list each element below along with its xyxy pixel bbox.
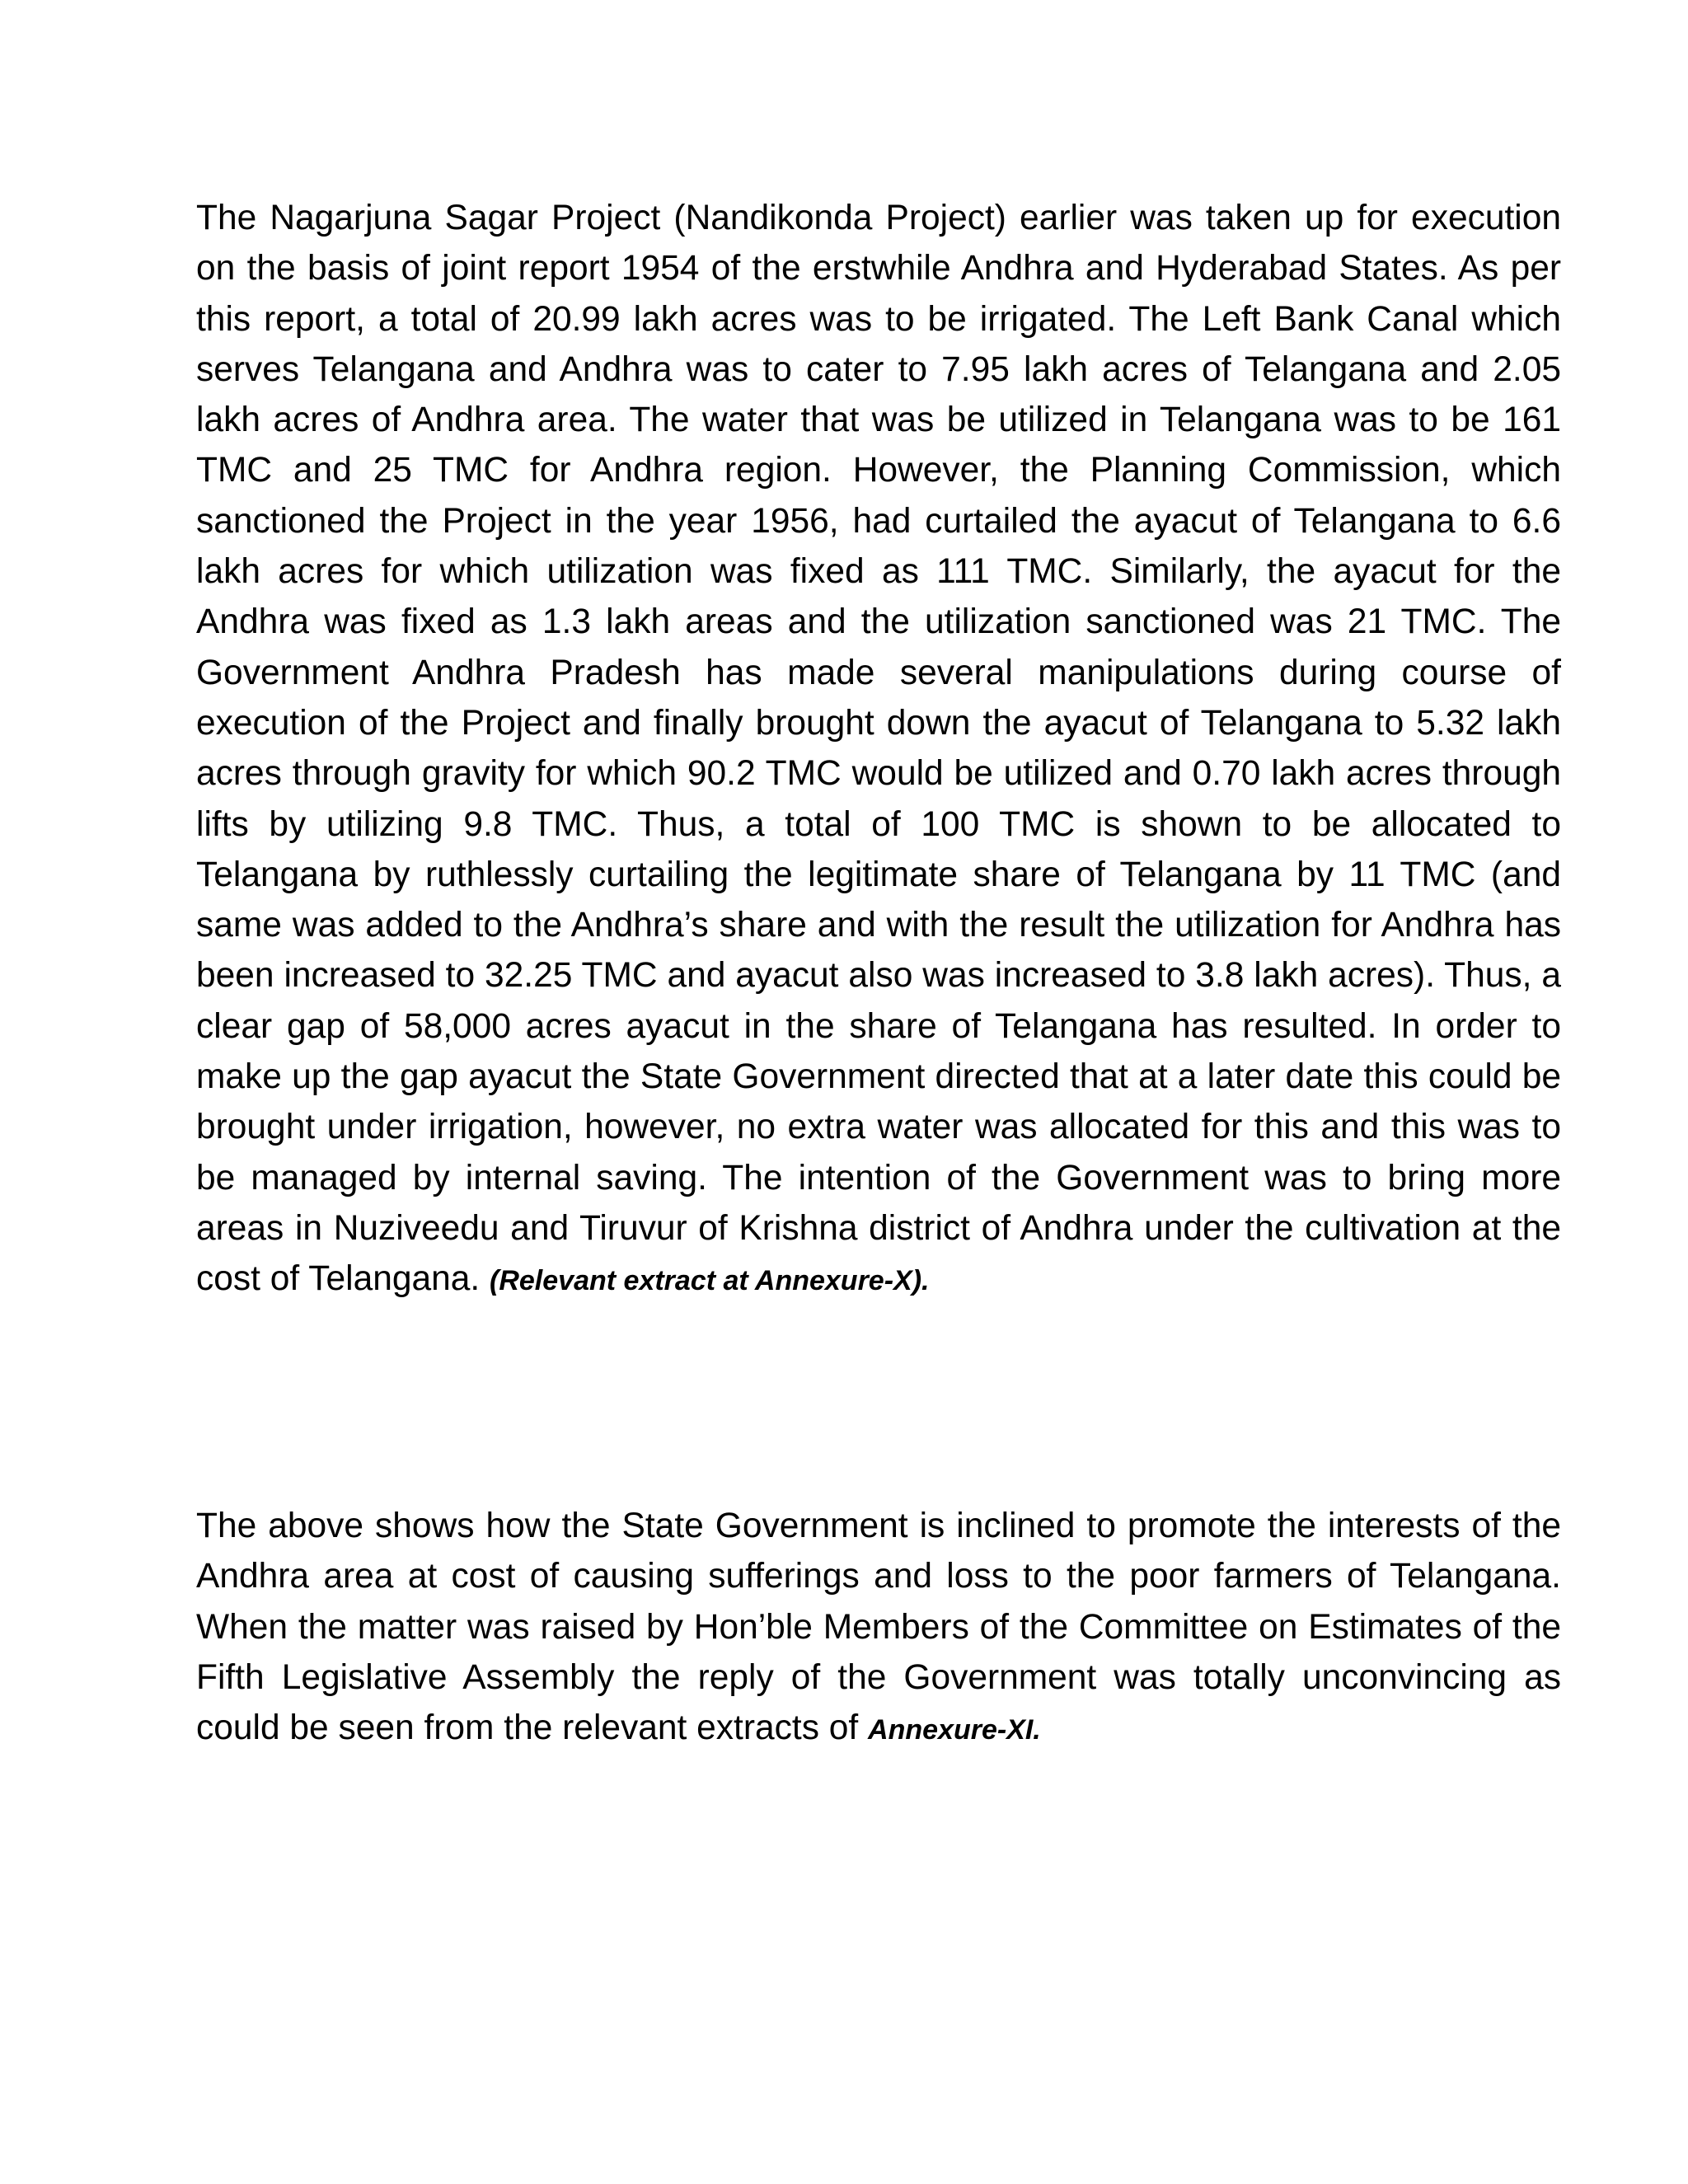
annexure-xi-reference: Annexure-XI. [868,1714,1041,1746]
paragraph-nagarjuna-sagar-project [196,193,1561,1307]
paragraph-body-text: The Nagarjuna Sagar Project (Nandikonda Project) earlier was taken up for execution on the basis of joint report 1954 of the erstwhile Andhra and Hyderabad States. As per this report, a total of 20.99 lakh acres was to be irrigated. The Left Bank Canal which serves Telangana and Andhra was to cater to 7.95 lakh acres of Telangana and 2.05 lakh acres of Andhra area. The water that was be utilized in Telangana was to be 161 TMC and 25 TMC for Andhra region. However, the Planning Commission, which sanctioned the Project in the year 1956, had curtailed the ayacut of Telangana to 6.6 lakh acres for which utilization was fixed as 111 TMC. Similarly, the ayacut for the Andhra was fixed as 1.3 lakh areas and the utilization sanctioned was 21 TMC. The Government Andhra Pradesh has made several manipulations during course of execution of the Project and finally brought down the ayacut of Telangana to 5.32 lakh acres through gravity for which 90.2 TMC would be utilized and 0.70 lakh acres through lifts by utilizing 9.8 TMC. Thus, a total of 100 TMC is shown to be allocated to Telangana by ruthlessly curtailing the legitimate share of Telangana by 11 TMC (and same was added to the Andhra’s share and with the result the utilization for Andhra has been increased to 32.25 TMC and ayacut also was increased to 3.8 lakh acres). Thus, a clear gap of 58,000 acres ayacut in the share of Telangana has resulted. In order to make up the gap ayacut the State Government directed that at a later date this could be brought under irrigation, however, no extra water was allocated for this and this was to be managed by internal saving. The intention of the Government was to bring more areas in Nuziveedu and Tiruvur of Krishna district of Andhra under the cultivation at the cost of Telangana. [196,199,1561,1299]
paragraph-body-text: The above shows how the State Government is inclined to promote the interests of the Andhra area at cost of causing sufferings and loss to the poor farmers of Telangana. When the matter was raised by Hon’ble Members of the Committee on Estimates of the Fifth Legislative Assembly the reply of the Government was totally unconvincing as could be seen from the relevant extracts of [196,1507,1561,1748]
annexure-x-reference: (Relevant extract at Annexure-X). [490,1265,930,1297]
paragraph-state-government-inclination [196,1501,1561,1755]
